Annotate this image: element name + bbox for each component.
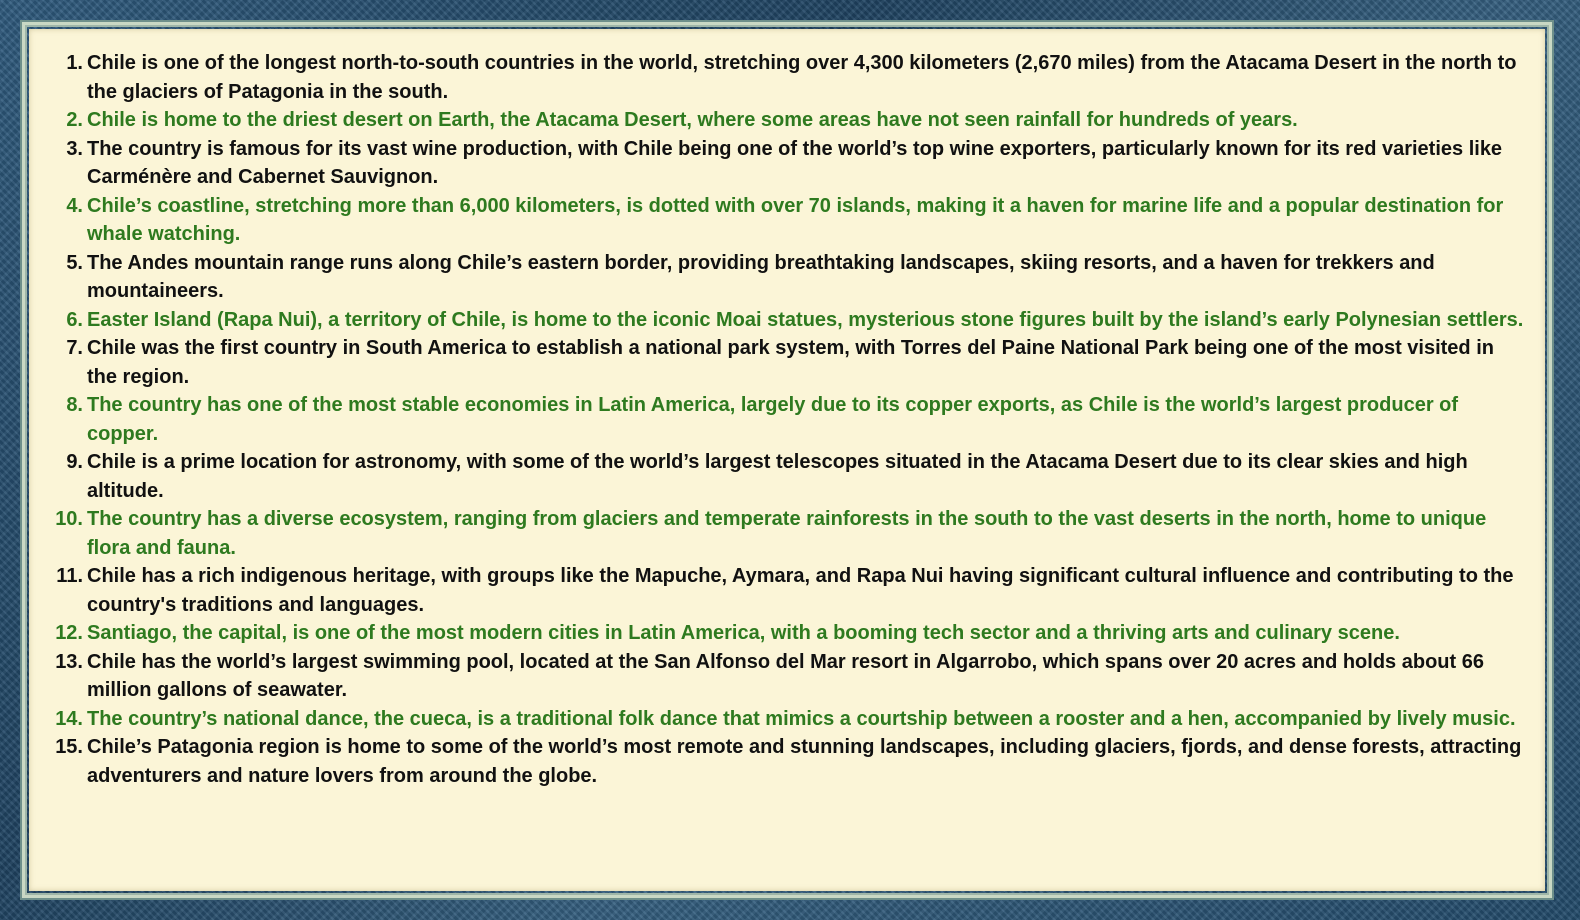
fact-item — [47, 306, 1525, 335]
fact-text: Chile has the world’s largest swimming pool, located at the San Alfonso del Mar resort in Algarrobo, which spans over 20 acres and holds about 66 million gallons of seawater. — [87, 650, 1484, 701]
fact-text: Easter Island (Rapa Nui), a territory of Chile, is home to the iconic Moai statues, mysterious stone figures built by the island’s early Polynesian settlers. — [87, 308, 1524, 331]
fact-item — [47, 249, 1525, 306]
fact-item — [47, 562, 1525, 619]
fact-number: 1. — [66, 52, 83, 74]
fact-number: 8. — [66, 394, 83, 416]
fact-item — [47, 391, 1525, 448]
fact-item — [47, 106, 1525, 135]
fact-number: 12. — [55, 622, 83, 644]
fact-item — [47, 705, 1525, 734]
fact-number: 3. — [66, 137, 83, 160]
fact-number: 5. — [66, 251, 83, 274]
fact-text: Chile is one of the longest north-to-south countries in the world, stretching over 4,300 kilometers (2,670 miles) from the Atacama Desert in the north to the glaciers of Patagonia in the south. — [87, 52, 1517, 103]
facts-list — [29, 29, 1545, 790]
fact-text: The country has a diverse ecosystem, ranging from glaciers and temperate rainforests in the south to the vast deserts in the north, home to unique flora and fauna. — [87, 508, 1487, 559]
fact-item — [47, 192, 1525, 249]
fact-item — [47, 135, 1525, 192]
fact-number: 6. — [66, 308, 83, 331]
fact-number: 9. — [66, 451, 83, 473]
fact-text: Santiago, the capital, is one of the most modern cities in Latin America, with a booming tech sector and a thriving arts and culinary scene. — [87, 622, 1400, 644]
fact-number: 4. — [66, 194, 83, 217]
fact-number: 11. — [56, 565, 83, 587]
fact-item — [47, 733, 1525, 790]
fact-number: 7. — [66, 337, 83, 359]
fact-item — [47, 448, 1525, 505]
fact-text: The country’s national dance, the cueca, is a traditional folk dance that mimics a courtship between a rooster and a hen, accompanied by lively music. — [87, 707, 1516, 730]
fact-item — [47, 334, 1525, 391]
facts-panel — [29, 29, 1545, 891]
fact-number: 14. — [55, 707, 83, 730]
fact-item — [47, 619, 1525, 648]
fact-text: Chile is a prime location for astronomy, with some of the world’s largest telescopes situated in the Atacama Desert due to its clear skies and high altitude. — [87, 451, 1468, 502]
fact-item — [47, 49, 1525, 106]
fact-text: Chile has a rich indigenous heritage, with groups like the Mapuche, Aymara, and Rapa Nui having significant cultural influence and contributing to the country's traditions and languages. — [87, 565, 1514, 616]
fact-text: Chile is home to the driest desert on Earth, the Atacama Desert, where some areas have not seen rainfall for hundreds of years. — [87, 109, 1298, 131]
fact-text: The country is famous for its vast wine production, with Chile being one of the world’s top wine exporters, particularly known for its red varieties like Carménère and Cabernet Sauvignon. — [87, 137, 1503, 188]
fact-text: The Andes mountain range runs along Chile’s eastern border, providing breathtaking landscapes, skiing resorts, and a haven for trekkers and mountaineers. — [87, 251, 1435, 302]
fact-text: Chile was the first country in South America to establish a national park system, with Torres del Paine National Park being one of the most visited in the region. — [87, 337, 1494, 388]
fact-number: 10. — [55, 508, 83, 530]
fact-number: 15. — [55, 736, 83, 758]
fact-text: The country has one of the most stable economies in Latin America, largely due to its copper exports, as Chile is the world’s largest producer of copper. — [87, 394, 1459, 445]
fact-text: Chile’s coastline, stretching more than 6,000 kilometers, is dotted with over 70 islands, making it a haven for marine life and a popular destination for whale watching. — [87, 194, 1504, 245]
fact-number: 2. — [66, 109, 83, 131]
fact-item — [47, 648, 1525, 705]
fact-item — [47, 505, 1525, 562]
fact-number: 13. — [55, 650, 83, 673]
fact-text: Chile’s Patagonia region is home to some of the world’s most remote and stunning landscapes, including glaciers, fjords, and dense forests, attracting adventurers and nature lovers from around the globe. — [87, 736, 1522, 787]
